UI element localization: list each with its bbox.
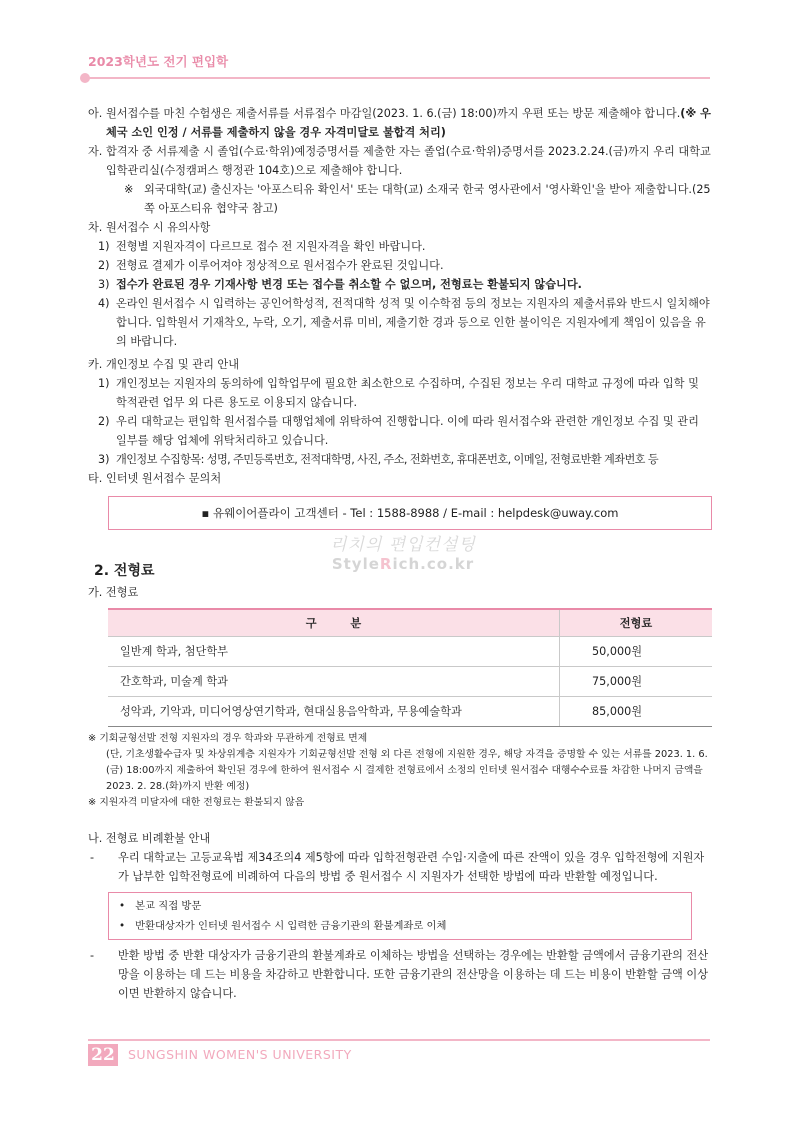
list-item: • 반환대상자가 인터넷 원서접수 시 입력한 금융기관의 환불계좌로 이체 <box>119 916 681 936</box>
cha-item-1: 1) 전형별 지원자격이 다르므로 접수 전 지원자격을 확인 바랍니다. <box>98 240 426 253</box>
running-header: 2023학년도 전기 편입학 <box>88 54 229 69</box>
footer-rule <box>88 1039 710 1041</box>
cha-item-2: 2) 전형료 결제가 이루어져야 정상적으로 원서접수가 완료된 것입니다. <box>98 259 444 272</box>
table-row: 일반계 학과, 첨단학부 50,000원 <box>108 637 712 667</box>
fee-sub-b: 나. 전형료 비례환불 안내 <box>88 832 211 845</box>
list-item: • 본교 직접 방문 <box>119 896 681 916</box>
item-ja-note: ※ 외국대학(교) 출신자는 '아포스티유 확인서' 또는 대학(교) 소재국 한국 영사관에서 '영사확인'을 받아 제출합니다.(25쪽 아포스티유 협약국 참고) <box>124 183 711 215</box>
header-rule <box>88 77 710 79</box>
item-ka-title: 카. 개인정보 수집 및 관리 안내 <box>88 358 240 371</box>
table-row: 간호학과, 미술계 학과 75,000원 <box>108 667 712 697</box>
fee-section-title: 2. 전형료 <box>94 563 155 579</box>
fee-table-header-fee: 전형료 <box>560 609 713 637</box>
contact-info: ▪ 유웨이어플라이 고객센터 - Tel : 1588-8988 / E-mail : helpdesk@uway.com <box>201 505 619 520</box>
ka-item-1: 1) 개인정보는 지원자의 동의하에 입학업무에 필요한 최소한으로 수집하며, 수집된 정보는 우리 대학교 규정에 따라 입학 및 학적관련 업무 외 다른 용도로 이용되지 않습니다. <box>98 377 699 409</box>
fee-note-2: ※ 지원자격 미달자에 대한 전형료는 환불되지 않음 <box>88 797 305 808</box>
refund-para-2: - 반환 방법 중 반환 대상자가 금융기관의 환불계좌로 이체하는 방법을 선택하는 경우에는 반환할 금액에서 금융기관의 전산망을 이용하는 데 드는 비용을 차감하고 반환합니다. 또한 금융기관의 전산망을 이용하는 데 드는 비용이 반환할 금액 이상이면 반환하지 않습니다. <box>90 949 709 1000</box>
refund-methods-box <box>108 892 692 940</box>
page-number: 22 <box>88 1044 118 1066</box>
ka-item-3: 3) 개인정보 수집항목: 성명, 주민등록번호, 전적대학명, 사진, 주소, 전화번호, 휴대폰번호, 이메일, 전형료반환 계좌번호 등 <box>98 453 659 466</box>
fee-note-1: ※ 기회균형선발 전형 지원자의 경우 학과와 무관하게 전형료 면제 <box>88 733 368 744</box>
item-ja: 자. 합격자 중 서류제출 시 졸업(수료·학위)예정증명서를 제출한 자는 졸업(수료·학위)증명서를 2023.2.24.(금)까지 우리 대학교 입학관리실(수정캠퍼스 행정관 104호)으로 제출해야 합니다. <box>88 145 711 177</box>
ka-item-2: 2) 우리 대학교는 편입학 원서접수를 대행업체에 위탁하여 진행합니다. 이에 따라 원서접수와 관련한 개인정보 수집 및 관리 일부를 해당 업체에 위탁처리하고 있습니다. <box>98 415 699 447</box>
university-name: SUNGSHIN WOMEN'S UNIVERSITY <box>128 1047 352 1062</box>
fee-table-header-category: 구 분 <box>108 609 560 637</box>
fee-table <box>108 608 712 727</box>
fee-notes <box>88 731 712 811</box>
cha-item-4: 4) 온라인 원서접수 시 입력하는 공인어학성적, 전적대학 성적 및 이수학점 등의 정보는 지원자의 제출서류와 반드시 일치해야 합니다. 입학원서 기재착오, 누락, 오기, 제출서류 미비, 제출기한 경과 등으로 인한 불이익은 지원자에게 책임이 있음을 유의 바랍니다. <box>98 297 710 348</box>
table-row: 성악과, 기악과, 미디어영상연기학과, 현대실용음악학과, 무용예술학과 85,000원 <box>108 697 712 727</box>
contact-box <box>108 496 712 530</box>
fee-sub-a: 가. 전형료 <box>88 586 139 599</box>
item-a: 아. 원서접수를 마친 수험생은 제출서류를 서류접수 마감일(2023. 1. 6.(금) 18:00)까지 우편 또는 방문 제출해야 합니다.(※ 우체국 소인 인정 / 서류를 제출하지 않을 경우 자격미달로 불합격 처리) <box>88 107 711 139</box>
item-cha-title: 차. 원서접수 시 유의사항 <box>88 221 211 234</box>
fee-note-1-detail: (단, 기초생활수급자 및 차상위계층 지원자가 기회균형선발 전형 외 다른 전형에 지원한 경우, 해당 자격을 증명할 수 있는 서류를 2023. 1. 6.(금) 18:00까지 제출하여 확인된 경우에 한하여 원서접수 시 결제한 전형료에서 소정의 인터넷 원서접수 대행수수료를 차감한 나머지 금액을 2023. 2. 28.(화)까지 반환 예정) <box>106 749 708 792</box>
watermark: 리치의 편입컨설팅 StyleRich.co.kr <box>330 535 476 573</box>
item-ta-title: 타. 인터넷 원서접수 문의처 <box>88 472 222 485</box>
cha-item-3: 3) 접수가 완료된 경우 기재사항 변경 또는 접수를 취소할 수 없으며, 전형료는 환불되지 않습니다. <box>98 278 582 291</box>
refund-para-1: - 우리 대학교는 고등교육법 제34조의4 제5항에 따라 입학전형관련 수입·지출에 따른 잔액이 있을 경우 입학전형에 지원자가 납부한 입학전형료에 비례하여 다음의 방법 중 원서접수 시 지원자가 선택한 방법에 따라 반환할 예정입니다. <box>90 851 705 883</box>
